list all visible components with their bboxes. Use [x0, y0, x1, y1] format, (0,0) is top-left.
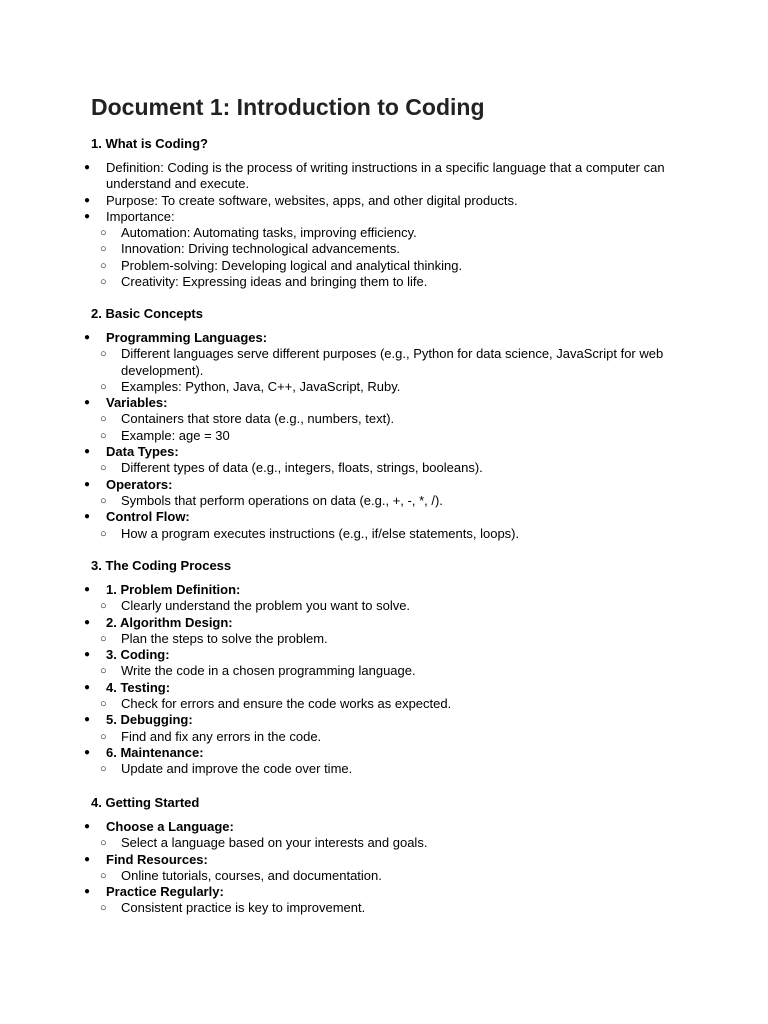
- sub-list-item: [100, 346, 681, 379]
- filled-bullet-icon: ●: [84, 853, 91, 865]
- sub-list-item-text: Select a language based on your interests and goals.: [121, 835, 428, 851]
- sub-list-item: [100, 241, 681, 257]
- hollow-bullet-icon: ○: [100, 429, 107, 442]
- sub-list-item-text: Automation: Automating tasks, improving efficiency.: [121, 225, 417, 241]
- hollow-bullet-icon: ○: [100, 902, 107, 915]
- list-item: [0, 884, 686, 917]
- filled-bullet-icon: ●: [84, 511, 91, 523]
- filled-bullet-icon: ●: [84, 446, 91, 458]
- sub-list-item: [100, 598, 681, 614]
- hollow-bullet-icon: ○: [100, 243, 107, 256]
- sub-list-item-text: Creativity: Expressing ideas and bringing them to life.: [121, 274, 428, 290]
- list-item-text: Choose a Language:: [106, 819, 234, 834]
- bullet-list: [0, 582, 686, 778]
- sub-bullet-list: [100, 867, 686, 884]
- sub-list-item-text: Check for errors and ensure the code works as expected.: [121, 696, 452, 712]
- list-item: [0, 745, 686, 778]
- sub-bullet-list: [100, 346, 686, 395]
- sub-list-item-text: Write the code in a chosen programming language.: [121, 663, 416, 679]
- list-item: [0, 647, 686, 680]
- list-item-text: 5. Debugging:: [106, 712, 193, 728]
- bullet-list: [0, 819, 686, 917]
- filled-bullet-icon: ●: [84, 746, 91, 758]
- hollow-bullet-icon: ○: [100, 527, 107, 540]
- list-item-text: Find Resources:: [106, 851, 208, 867]
- sub-list-item-text: Containers that store data (e.g., numbers, text).: [121, 411, 395, 427]
- list-item: [0, 160, 686, 193]
- sub-bullet-list: [100, 598, 686, 614]
- list-item-text: 2. Algorithm Design:: [106, 614, 233, 630]
- hollow-bullet-icon: ○: [100, 348, 107, 361]
- list-item: [0, 712, 686, 745]
- hollow-bullet-icon: ○: [100, 276, 107, 289]
- list-item: [0, 330, 686, 395]
- hollow-bullet-icon: ○: [100, 632, 107, 645]
- sub-list-item: [100, 900, 681, 916]
- list-item: [0, 193, 686, 209]
- filled-bullet-icon: ●: [84, 478, 91, 490]
- list-item: [0, 395, 686, 444]
- filled-bullet-icon: ●: [84, 649, 91, 661]
- hollow-bullet-icon: ○: [100, 380, 107, 393]
- sub-list-item-text: Online tutorials, courses, and documentation.: [121, 867, 382, 883]
- sub-bullet-list: [100, 411, 686, 444]
- sub-bullet-list: [100, 525, 686, 542]
- sub-bullet-list: [100, 663, 686, 679]
- filled-bullet-icon: ●: [84, 616, 91, 628]
- sub-list-item-text: Different types of data (e.g., integers, floats, strings, booleans).: [121, 460, 483, 476]
- filled-bullet-icon: ●: [84, 210, 91, 222]
- filled-bullet-icon: ●: [84, 714, 91, 726]
- sub-list-item: [100, 492, 681, 509]
- sub-list-item: [100, 427, 681, 444]
- filled-bullet-icon: ●: [84, 821, 91, 832]
- sub-list-item-text: Problem-solving: Developing logical and analytical thinking.: [121, 257, 463, 273]
- list-item-text: Operators:: [106, 476, 173, 492]
- filled-bullet-icon: ●: [84, 584, 91, 595]
- sub-list-item: [100, 663, 681, 679]
- list-item-text: 6. Maintenance:: [106, 744, 204, 760]
- sub-list-item: [100, 378, 681, 395]
- sub-bullet-list: [100, 492, 686, 509]
- list-item-text: Variables:: [106, 395, 168, 411]
- sub-bullet-list: [100, 900, 686, 916]
- hollow-bullet-icon: ○: [100, 227, 107, 240]
- sub-list-item: [100, 761, 681, 777]
- sub-list-item: [100, 411, 681, 427]
- sub-list-item-text: How a program executes instructions (e.g., if/else statements, loops).: [121, 525, 520, 541]
- list-item-text: Data Types:: [106, 444, 179, 460]
- list-item-text: 4. Testing:: [106, 679, 171, 695]
- sub-list-item: [100, 867, 681, 884]
- bullet-list: [0, 160, 686, 290]
- sub-list-item: [100, 225, 681, 241]
- hollow-bullet-icon: ○: [100, 600, 107, 613]
- bullet-list: [0, 330, 686, 542]
- list-item-text: Control Flow:: [106, 509, 190, 525]
- sub-list-item-text: Symbols that perform operations on data (e.g., +, -, *, /).: [121, 492, 443, 508]
- document-title: Document 1: Introduction to Coding: [91, 94, 485, 120]
- sub-list-item: [100, 525, 681, 542]
- sub-bullet-list: [100, 835, 686, 851]
- list-item: [0, 852, 686, 885]
- list-item: [0, 819, 686, 852]
- sub-bullet-list: [100, 460, 686, 476]
- list-item: [0, 444, 686, 477]
- sub-list-item: [100, 630, 681, 647]
- list-item: [0, 582, 686, 615]
- hollow-bullet-icon: ○: [100, 837, 107, 850]
- list-item-text: Definition: Coding is the process of writing instructions in a specific language that a computer can understand and execute.: [106, 160, 665, 192]
- sub-list-item-text: Update and improve the code over time.: [121, 761, 353, 777]
- hollow-bullet-icon: ○: [100, 665, 107, 678]
- sub-list-item-text: Examples: Python, Java, C++, JavaScript, Ruby.: [121, 378, 401, 394]
- list-item-text: 3. Coding:: [106, 647, 170, 663]
- sub-list-item: [100, 835, 681, 851]
- sub-list-item-text: Clearly understand the problem you want to solve.: [121, 598, 411, 614]
- sub-bullet-list: [100, 728, 686, 745]
- list-item: [0, 615, 686, 648]
- section-heading: 2. Basic Concepts: [91, 306, 203, 321]
- sub-list-item: [100, 257, 681, 274]
- section-heading: 3. The Coding Process: [91, 558, 232, 573]
- hollow-bullet-icon: ○: [100, 259, 107, 272]
- list-item: [0, 209, 686, 290]
- sub-list-item-text: Find and fix any errors in the code.: [121, 728, 322, 744]
- filled-bullet-icon: ●: [84, 332, 91, 343]
- section-heading: 4. Getting Started: [91, 795, 200, 810]
- filled-bullet-icon: ●: [84, 681, 91, 693]
- hollow-bullet-icon: ○: [100, 869, 107, 882]
- sub-bullet-list: [100, 696, 686, 712]
- list-item-text: 1. Problem Definition:: [106, 582, 241, 597]
- hollow-bullet-icon: ○: [100, 494, 107, 507]
- list-item: [0, 509, 686, 542]
- hollow-bullet-icon: ○: [100, 730, 107, 743]
- sub-list-item-text: Example: age = 30: [121, 427, 230, 443]
- list-item-text: Programming Languages:: [106, 330, 268, 345]
- filled-bullet-icon: ●: [84, 162, 91, 173]
- sub-bullet-list: [100, 225, 686, 290]
- hollow-bullet-icon: ○: [100, 698, 107, 711]
- sub-list-item-text: Innovation: Driving technological advancements.: [121, 241, 400, 257]
- sub-list-item-text: Consistent practice is key to improvement.: [121, 900, 366, 916]
- sub-list-item: [100, 696, 681, 712]
- sub-list-item: [100, 728, 681, 745]
- sub-list-item: [100, 274, 681, 290]
- section-heading: 1. What is Coding?: [91, 136, 208, 151]
- filled-bullet-icon: ●: [84, 886, 91, 898]
- sub-list-item: [100, 460, 681, 476]
- sub-bullet-list: [100, 630, 686, 647]
- sub-list-item-text: Plan the steps to solve the problem.: [121, 630, 328, 646]
- sub-bullet-list: [100, 761, 686, 777]
- hollow-bullet-icon: ○: [100, 462, 107, 475]
- list-item-text: Purpose: To create software, websites, apps, and other digital products.: [106, 192, 518, 208]
- hollow-bullet-icon: ○: [100, 413, 107, 426]
- filled-bullet-icon: ●: [84, 397, 91, 409]
- filled-bullet-icon: ●: [84, 194, 91, 206]
- list-item: [0, 680, 686, 713]
- list-item-text: Practice Regularly:: [106, 884, 224, 900]
- hollow-bullet-icon: ○: [100, 763, 107, 776]
- sub-list-item-text: Different languages serve different purposes (e.g., Python for data science, JavaScript for web development).: [121, 346, 664, 378]
- list-item-text: Importance:: [106, 208, 175, 224]
- list-item: [0, 477, 686, 510]
